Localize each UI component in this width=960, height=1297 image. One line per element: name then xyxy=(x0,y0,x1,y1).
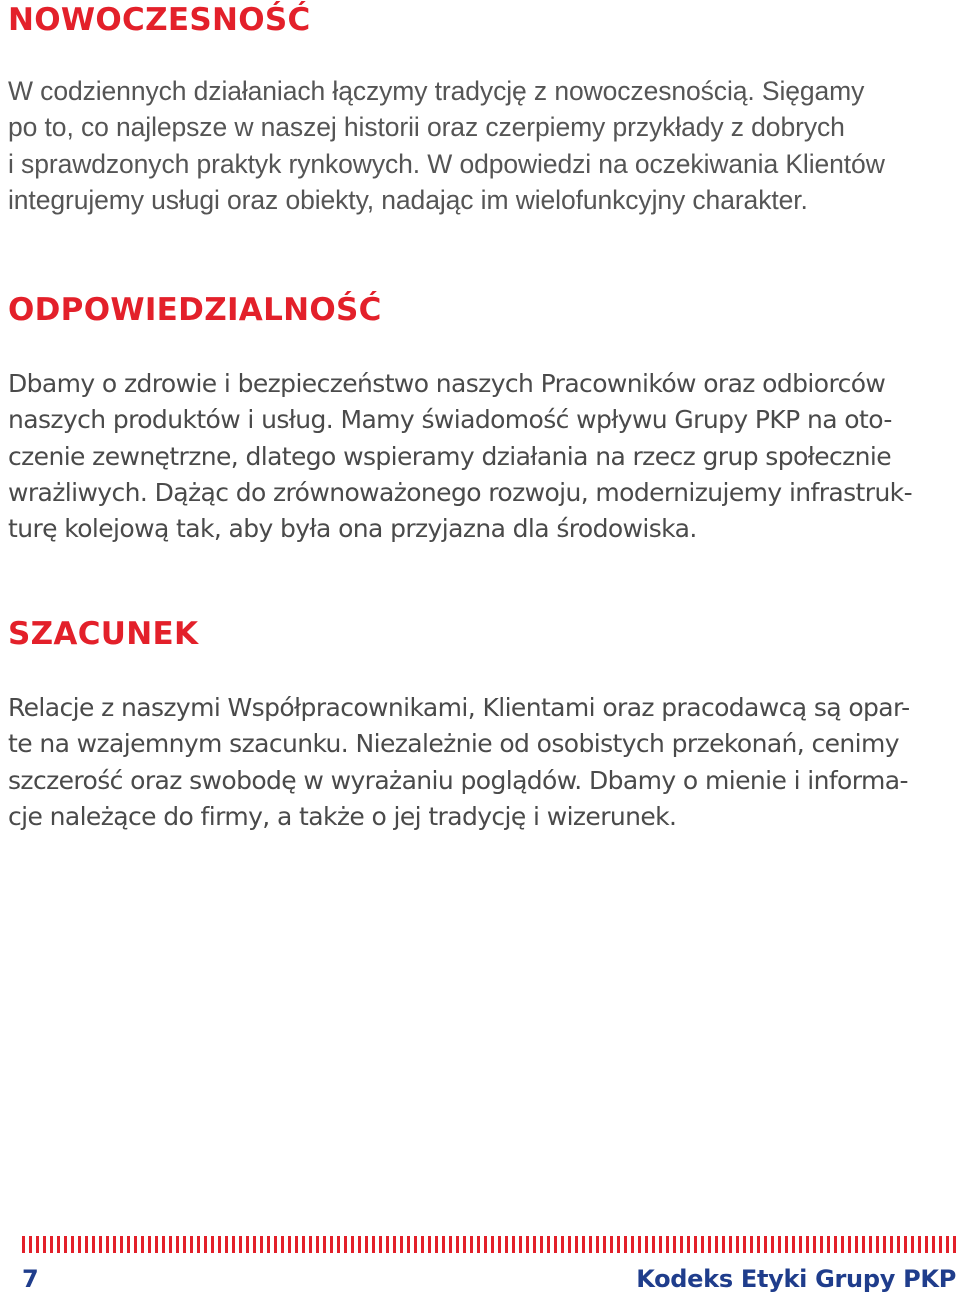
section-heading: SZACUNEK xyxy=(8,616,199,652)
section-heading: ODPOWIEDZIALNOŚĆ xyxy=(8,292,382,328)
section-heading: NOWOCZESNOŚĆ xyxy=(8,2,311,38)
footer-stripe-divider xyxy=(22,1236,956,1253)
paragraph-line: po to, co najlepsze w naszej historii oraz czerpiemy przykłady z dobrych xyxy=(8,112,845,143)
section-paragraph xyxy=(8,73,948,218)
page-number: 7 xyxy=(22,1265,39,1293)
section-nowoczesnosc xyxy=(8,0,948,218)
section-szacunek xyxy=(8,614,948,835)
paragraph-line: czenie zewnętrzne, dlatego wspieramy działania na rzecz grup społecznie xyxy=(8,441,892,471)
paragraph-line: cje należące do firmy, a także o jej tradycję i wizerunek. xyxy=(8,801,677,831)
paragraph-line: Relacje z naszymi Współpracownikami, Klientami oraz pracodawcą są opar- xyxy=(8,693,910,722)
paragraph-line: Dbamy o zdrowie i bezpieczeństwo naszych Pracowników oraz odbiorców xyxy=(8,369,886,398)
paragraph-line: W codziennych działaniach łączymy tradycję z nowoczesnością. Sięgamy xyxy=(8,76,865,106)
paragraph-line: wrażliwych. Dążąc do zrównoważonego rozwoju, modernizujemy infrastruk- xyxy=(8,477,912,507)
section-paragraph xyxy=(8,690,948,835)
paragraph-line: i sprawdzonych praktyk rynkowych. W odpowiedzi na oczekiwania Klientów xyxy=(8,148,885,179)
paragraph-line: turę kolejową tak, aby była ona przyjazna dla środowiska. xyxy=(8,514,697,544)
paragraph-line: integrujemy usługi oraz obiekty, nadając im wielofunkcyjny charakter. xyxy=(8,184,808,215)
paragraph-line: te na wzajemnym szacunku. Niezależnie od osobistych przekonań, cenimy xyxy=(8,729,899,759)
paragraph-line: naszych produktów i usług. Mamy świadomość wpływu Grupy PKP na oto- xyxy=(8,405,892,435)
section-odpowiedzialnosc xyxy=(8,290,948,547)
footer-title: Kodeks Etyki Grupy PKP xyxy=(636,1265,956,1293)
paragraph-line: szczerość oraz swobodę w wyrażaniu poglądów. Dbamy o mienie i informa- xyxy=(8,765,908,795)
section-paragraph xyxy=(8,366,948,547)
